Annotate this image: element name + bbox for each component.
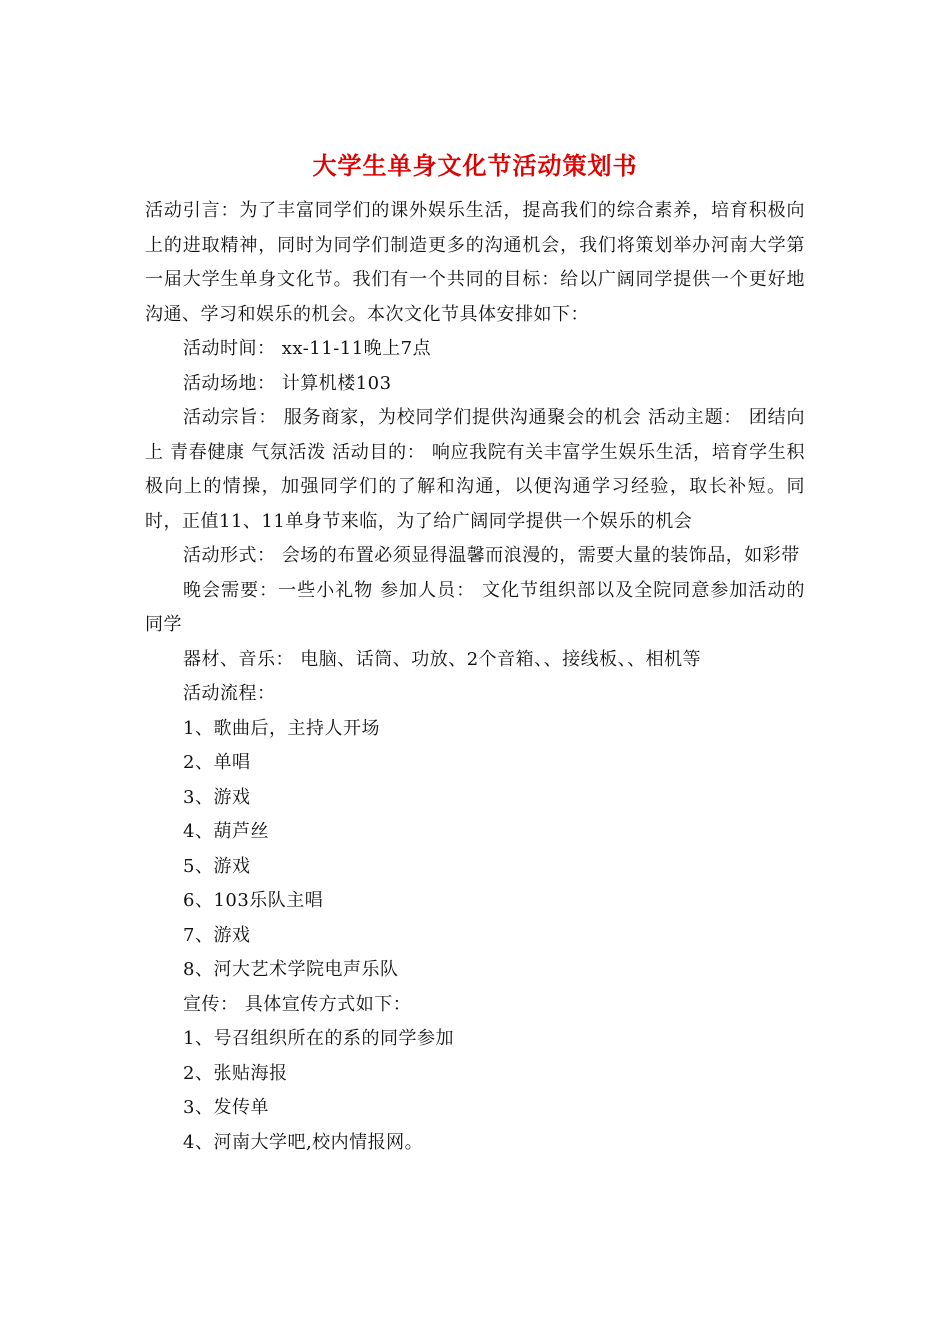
process-item: 7、游戏 [183, 924, 251, 946]
promotion-item: 2、张贴海报 [183, 1062, 288, 1084]
equipment-music: 器材、音乐： 电脑、话筒、功放、2个音箱、、接线板、、相机等 [183, 648, 702, 670]
promotion-item: 1、号召组织所在的系的同学参加 [183, 1028, 454, 1049]
document-body [145, 194, 805, 1160]
process-item: 6、103乐队主唱 [183, 890, 324, 911]
activity-format: 活动形式： 会场的布置必须显得温馨而浪漫的，需要大量的装饰品，如彩带 [183, 545, 800, 566]
process-item: 5、游戏 [183, 855, 251, 877]
process-heading: 活动流程： [183, 683, 276, 704]
activity-venue: 活动场地： 计算机楼103 [183, 372, 392, 394]
promotion-item: 3、发传单 [183, 1097, 269, 1118]
process-item: 3、游戏 [183, 786, 251, 808]
intro-paragraph: 活动引言：为了丰富同学们的课外娱乐生活，提高我们的综合素养，培育积极向上的进取精神，同时为同学们制造更多的沟通机会，我们将策划举办河南大学第一届大学生单身文化节。我们有一个共同的目标：给以广阔同学提供一个更好地沟通、学习和娱乐的机会。本次文化节具体安排如下： [145, 200, 805, 325]
promotion-item: 4、河南大学吧,校内情报网。 [183, 1131, 424, 1153]
process-item: 4、葫芦丝 [183, 821, 269, 842]
document-title: 大学生单身文化节活动策划书 [312, 151, 638, 180]
party-needs: 晚会需要：一些小礼物 参加人员： 文化节组织部以及全院同意参加活动的同学 [145, 579, 805, 635]
process-item: 8、河大艺术学院电声乐队 [183, 959, 399, 980]
promotion-heading: 宣传： 具体宣传方式如下： [183, 993, 412, 1015]
activity-purpose: 活动宗旨： 服务商家，为校同学们提供沟通聚会的机会 活动主题： 团结向上 青春健康 气氛活泼 活动目的： 响应我院有关丰富学生娱乐生活，培育学生积极向上的情操，加强同学们的了解和沟通，以便沟通学习经验，取长补短。同时，正值11、11单身节来临，为了给广阔同学提供一个娱乐的机会 [145, 407, 805, 532]
process-item: 2、单唱 [183, 752, 251, 773]
activity-time: 活动时间： xx-11-11晚上7点 [183, 338, 432, 359]
process-item: 1、歌曲后，主持人开场 [183, 717, 380, 739]
